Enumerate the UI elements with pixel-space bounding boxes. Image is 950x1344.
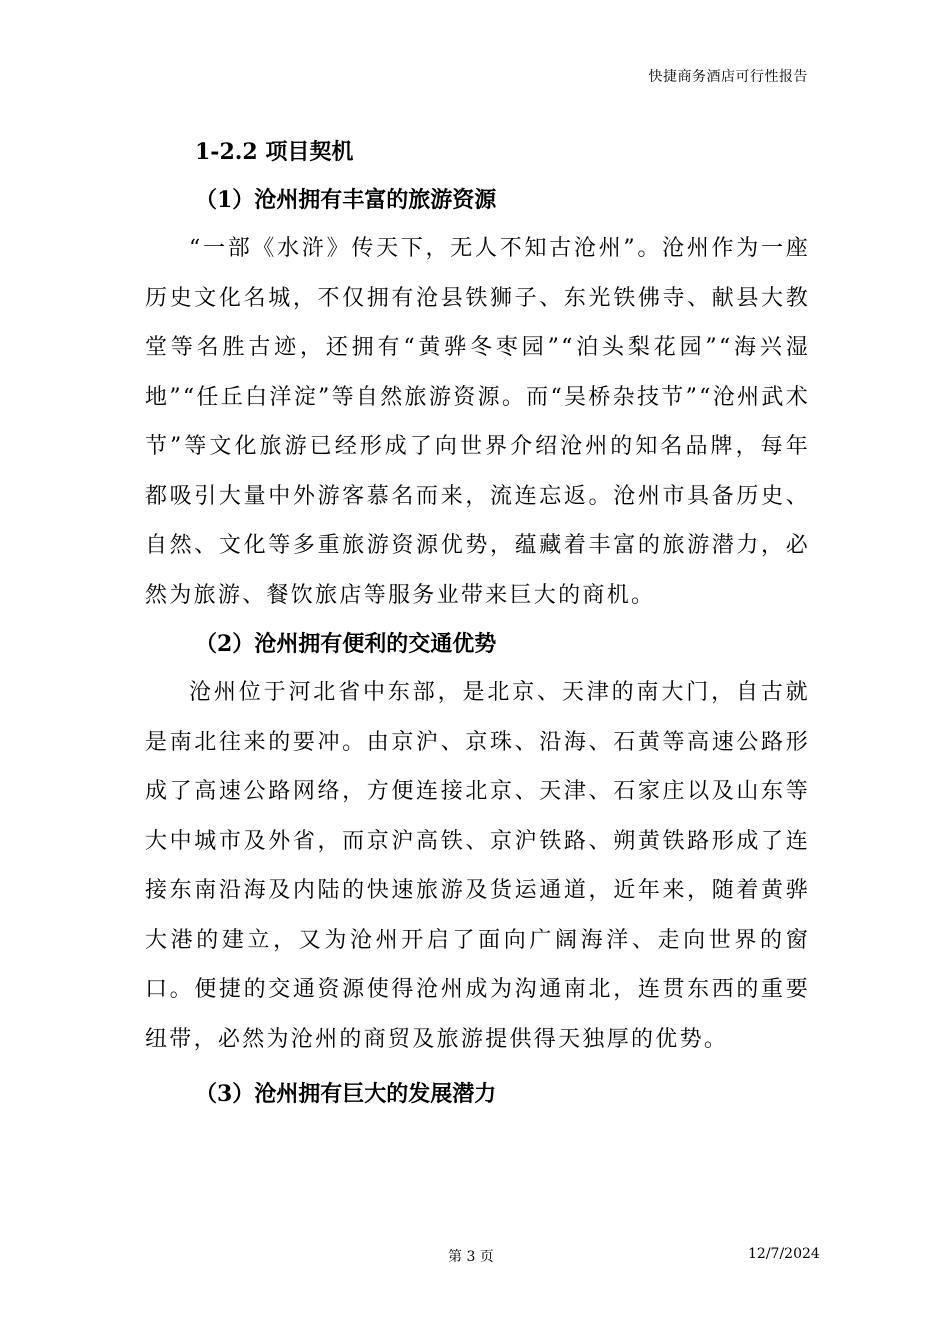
document-body (145, 128, 810, 1118)
subsection-1-paragraph: “一部《水浒》传天下，无人不知古沧州”。沧州作为一座历史文化名城，不仅拥有沧县铁狮子、东光铁佛寺、献县大教堂等名胜古迹，还拥有“黄骅冬枣园”“泊头梨花园”“海兴湿地”“任丘白洋淀”等自然旅游资源。而“吴桥杂技节”“沧州武术节”等文化旅游已经形成了向世界介绍沧州的知名品牌，每年都吸引大量中外游客慕名而来，流连忘返。沧州市具备历史、自然、文化等多重旅游资源优势，蕴藏着丰富的旅游潜力，必然为旅游、餐饮旅店等服务业带来巨大的商机。 (145, 236, 810, 608)
page-date: 12/7/2024 (748, 1246, 820, 1262)
subsection-2-heading: （2）沧州拥有便利的交通优势 (195, 631, 497, 657)
subsection-3-heading: （3）沧州拥有巨大的发展潜力 (195, 1081, 497, 1107)
subsection-1-heading: （1）沧州拥有丰富的旅游资源 (195, 187, 497, 213)
page-number: 第 3 页 (448, 1249, 494, 1265)
section-heading: 1-2.2 项目契机 (195, 139, 354, 165)
page-header-title: 快捷商务酒店可行性报告 (648, 69, 808, 85)
subsection-2-paragraph: 沧州位于河北省中东部，是北京、天津的南大门，自古就是南北往来的要冲。由京沪、京珠、沿海、石黄等高速公路形成了高速公路网络，方便连接北京、天津、石家庄以及山东等大中城市及外省，而京沪高铁、京沪铁路、朔黄铁路形成了连接东南沿海及内陆的快速旅游及货运通道，近年来，随着黄骅大港的建立，又为沧州开启了面向广阔海洋、走向世界的窗口。便捷的交通资源使得沧州成为沟通南北，连贯东西的重要纽带，必然为沧州的商贸及旅游提供得天独厚的优势。 (145, 680, 810, 1052)
